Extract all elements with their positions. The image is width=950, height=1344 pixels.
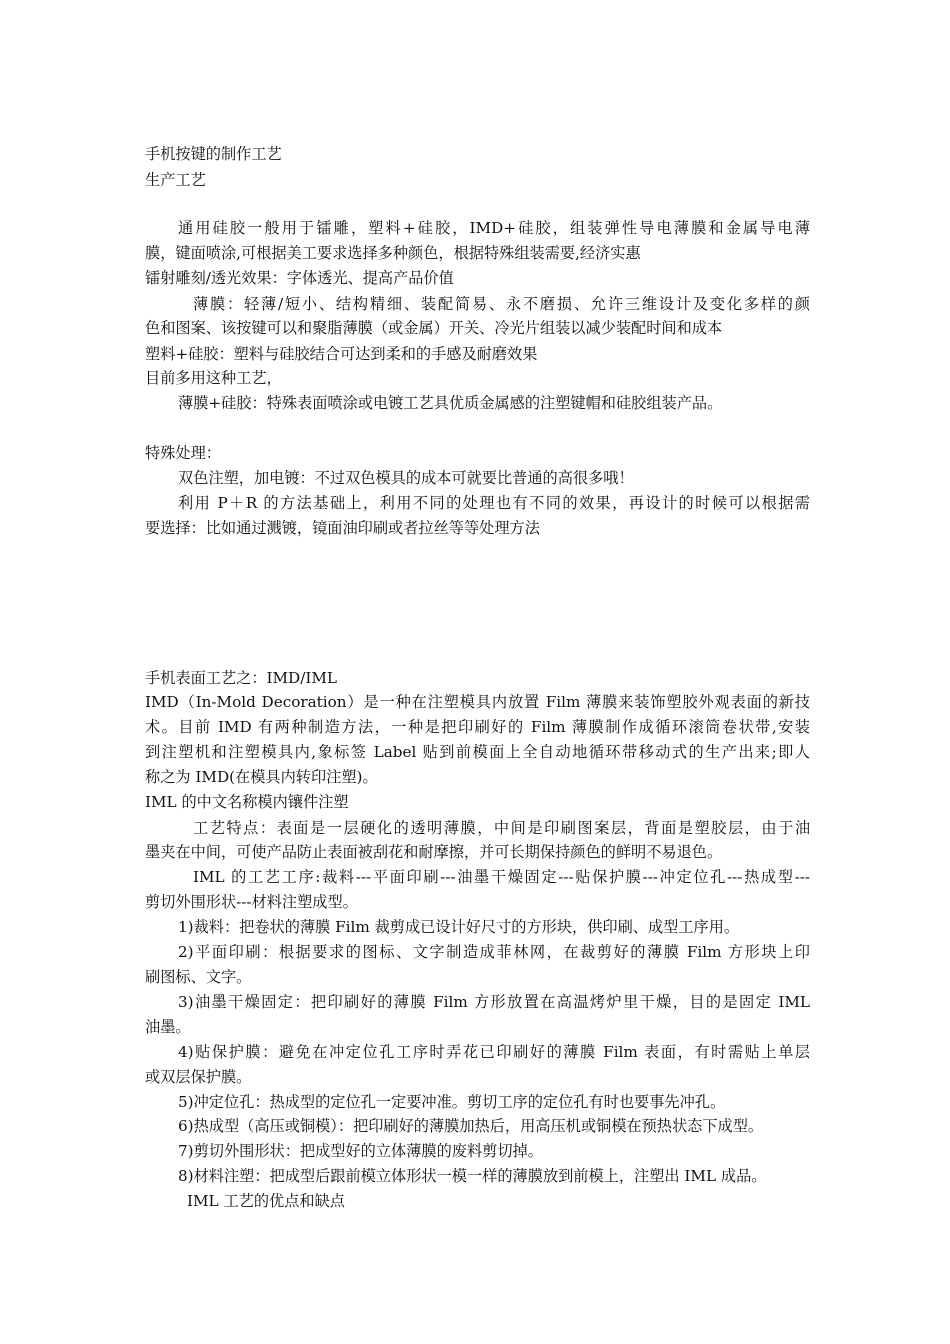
paragraph-film-line-2: 色和图案、该按键可以和聚脂薄膜（或金属）开关、冷光片组装以减少装配时间和成本 [145, 319, 723, 337]
paragraph-imd-line-3: 到注塑机和注塑模具内,象标签 Label 贴到前模面上全自动地循环带移动式的生产出来;即人 [145, 743, 810, 761]
section-heading-production: 生产工艺 [145, 171, 206, 189]
paragraph-process-line-1: IML 的工艺工序:裁料---平面印刷---油墨干燥固定---贴保护膜---冲定位孔---热成型--- [193, 868, 810, 886]
paragraph-iml-name: IML 的中文名称模内镶件注塑 [145, 793, 349, 811]
document-title: 手机按键的制作工艺 [145, 145, 282, 163]
section-heading-imd: 手机表面工艺之：IMD/IML [145, 669, 337, 687]
document-page [145, 0, 810, 1344]
paragraph-general-line-1: 通用硅胶一般用于镭雕，塑料+硅胶，IMD+硅胶，组装弹性导电薄膜和金属导电薄 [178, 219, 810, 237]
paragraph-current-use: 目前多用这种工艺， [145, 369, 282, 387]
step-3-line-2: 油墨。 [145, 1018, 191, 1036]
step-4-line-2: 或双层保护膜。 [145, 1068, 252, 1086]
step-1: 1)裁料：把卷状的薄膜 Film 裁剪成已设计好尺寸的方形块，供印刷、成型工序用。 [178, 918, 740, 936]
step-6: 6)热成型（高压或铜模）：把印刷好的薄膜加热后，用高压机或铜模在预热状态下成型。 [178, 1117, 764, 1135]
paragraph-imd-line-2: 术。目前 IMD 有两种制造方法，一种是把印刷好的 Film 薄膜制作成循环滚筒卷状带,安装 [145, 718, 810, 736]
paragraph-imd-line-4: 称之为 IMD(在模具内转印注塑)。 [145, 768, 378, 786]
step-7: 7)剪切外围形状：把成型好的立体薄膜的废料剪切掉。 [178, 1142, 543, 1160]
paragraph-process-line-2: 剪切外围形状---材料注塑成型。 [145, 893, 358, 911]
step-5: 5)冲定位孔：热成型的定位孔一定要冲准。剪切工序的定位孔有时也要事先冲孔。 [178, 1093, 726, 1111]
paragraph-film-line-1: 薄膜：轻薄/短小、结构精细、装配简易、永不磨损、允许三维设计及变化多样的颜 [193, 295, 810, 313]
paragraph-laser: 镭射雕刻/透光效果：字体透光、提高产品价值 [145, 269, 454, 287]
step-2-line-2: 刷图标、文字。 [145, 968, 252, 986]
paragraph-plastic-silicone: 塑料+硅胶：塑料与硅胶结合可达到柔和的手感及耐磨效果 [145, 345, 538, 363]
paragraph-imd-line-1: IMD（In-Mold Decoration）是一种在注塑模具内放置 Film 薄膜来装饰塑胶外观表面的新技 [145, 693, 810, 711]
paragraph-pr-line-2: 要选择：比如通过溅镀，镜面油印刷或者拉丝等等处理方法 [145, 519, 540, 537]
paragraph-feature-line-2: 墨夹在中间，可使产品防止表面被刮花和耐摩擦，并可长期保持颜色的鲜明不易退色。 [145, 843, 723, 861]
paragraph-general-line-2: 膜，键面喷涂,可根据美工要求选择多种颜色，根据特殊组装需要,经济实惠 [145, 244, 641, 262]
section-heading-special: 特殊处理： [145, 444, 221, 462]
step-3-line-1: 3)油墨干燥固定：把印刷好的薄膜 Film 方形放置在高温烤炉里干燥，目的是固定 IML [178, 993, 810, 1011]
paragraph-film-silicone: 薄膜+硅胶：特殊表面喷涂或电镀工艺具优质金属感的注塑键帽和硅胶组装产品。 [178, 394, 723, 412]
paragraph-feature-line-1: 工艺特点：表面是一层硬化的透明薄膜，中间是印刷图案层，背面是塑胶层，由于油 [193, 819, 810, 837]
paragraph-pr-line-1: 利用 P＋R 的方法基础上，利用不同的处理也有不同的效果，再设计的时候可以根据需 [178, 494, 810, 512]
step-2-line-1: 2)平面印刷：根据要求的图标、文字制造成菲林网，在裁剪好的薄膜 Film 方形块上印 [178, 943, 810, 961]
step-4-line-1: 4)贴保护膜：避免在冲定位孔工序时弄花已印刷好的薄膜 Film 表面，有时需贴上单层 [178, 1043, 810, 1061]
paragraph-two-color: 双色注塑，加电镀：不过双色模具的成本可就要比普通的高很多哦！ [178, 469, 634, 487]
step-8: 8)材料注塑：把成型后跟前模立体形状一模一样的薄膜放到前模上，注塑出 IML 成品。 [178, 1167, 767, 1185]
heading-iml-pros-cons: IML 工艺的优点和缺点 [187, 1192, 345, 1210]
